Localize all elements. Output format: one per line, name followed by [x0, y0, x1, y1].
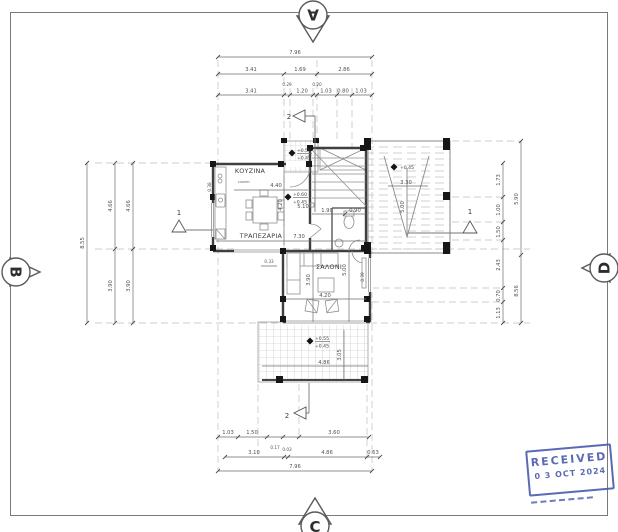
dim: 1.03	[355, 88, 367, 95]
dim: 1.00	[496, 204, 502, 216]
living-label: ΣΑΛΟΝΙ	[315, 263, 343, 271]
dim: 1.03	[320, 88, 332, 95]
dimensions-bottom	[216, 430, 382, 473]
marker-C-letter: C	[309, 518, 321, 532]
section-mark-2-bottom	[285, 383, 309, 420]
dim: 1.69	[294, 67, 306, 73]
dim: 0.70	[496, 290, 502, 302]
dim-left-total: 8.55	[80, 237, 86, 249]
dim-dining-width: 7.30	[293, 234, 305, 240]
section-1-label: 1	[176, 209, 182, 217]
dim: 0.03	[282, 447, 292, 452]
dim-note: 5.10	[297, 204, 309, 210]
staircase	[312, 150, 366, 206]
elevation-marker-B	[0, 244, 46, 300]
stamp-date: 0 3 OCT 2024	[534, 465, 607, 482]
received-stamp	[525, 443, 615, 496]
dimensions-top	[216, 50, 374, 97]
dim: 1.50	[496, 226, 502, 238]
dim-living-width: 4.20	[319, 293, 331, 299]
dim-kitchen-height: 4.20	[278, 199, 284, 211]
section-1-label: 1	[467, 208, 473, 216]
section-mark-1-left	[172, 209, 213, 232]
canopy	[320, 148, 366, 170]
kitchen-label: ΚΟΥΖΙΝΑ	[234, 167, 266, 175]
dim: 3.41	[245, 88, 257, 95]
dim-deck-width: 3.30	[400, 180, 412, 186]
dim: 3.10	[248, 450, 260, 456]
dim-veranda-height: 3.05	[337, 349, 343, 361]
dimensions-right	[496, 139, 523, 325]
dim-veranda-width: 4.86	[318, 360, 330, 366]
wc-fixtures	[335, 211, 354, 247]
marker-A-letter: A	[307, 5, 319, 24]
elevation-marker-D	[576, 240, 618, 296]
dim-living-height2: 5.00	[342, 264, 348, 276]
stamp-title: RECEIVED	[530, 449, 608, 470]
elevation-marker-A	[283, 0, 343, 44]
marker-B-letter: B	[6, 266, 25, 278]
dim: 8.56	[514, 285, 520, 297]
deck-level: +0.45	[399, 166, 415, 171]
dim: 2.43	[496, 259, 502, 271]
marker-D-letter: D	[595, 261, 614, 275]
section-2-label: 2	[284, 412, 290, 420]
dim-living-height: 3.90	[306, 274, 312, 286]
dim-nook: 0.33	[264, 259, 274, 264]
kitchen-counter	[215, 167, 226, 239]
section-mark-1-right	[463, 208, 477, 233]
dim-kitchen-width: 4.40	[270, 183, 282, 189]
dim: 3.41	[245, 67, 257, 73]
porch-level-lower: +0.45	[296, 156, 312, 162]
dim-bottom-total: 7.96	[289, 464, 301, 470]
dim: 0.17	[270, 445, 280, 450]
dim: 2.86	[338, 67, 350, 73]
dim: 3.60	[328, 430, 340, 436]
dim: 0.80	[337, 88, 349, 95]
living-furniture	[287, 253, 366, 313]
dining-label: ΤΡΑΠΕΖΑΡΙΑ	[239, 232, 283, 240]
dim: 3.90	[108, 280, 114, 292]
dim: 1.20	[296, 88, 308, 95]
dim: 4.86	[321, 450, 333, 456]
rear-veranda	[258, 322, 368, 382]
dim: 1.13	[496, 307, 502, 319]
dim: 1.73	[496, 174, 502, 186]
dim: 4.66	[126, 200, 132, 212]
dim-deck-height: 5.00	[400, 201, 406, 213]
dim-wc: 0.90	[349, 208, 361, 214]
veranda-level-lower: +0.45	[314, 344, 330, 350]
porch-level-upper: +0.55	[296, 149, 312, 154]
dim: 1.50	[246, 430, 258, 436]
dim: 0.20	[312, 82, 322, 87]
section-2-label: 2	[286, 113, 292, 121]
dim-wall: 0.38	[207, 182, 212, 192]
elevation-marker-C	[285, 496, 345, 532]
dim-hall: 1.90	[321, 208, 333, 214]
dim-top-total: 7.96	[289, 50, 301, 56]
dim: 0.29	[282, 82, 292, 87]
hall-level-upper: +0.60	[292, 193, 308, 198]
dim: 1.03	[222, 430, 234, 436]
dimensions-left	[80, 161, 135, 325]
kitchen-note: cooker	[237, 180, 251, 184]
veranda-level-upper: +0.55	[314, 337, 330, 342]
dim: 0.63	[367, 450, 379, 456]
dim: 5.90	[514, 193, 520, 205]
hall-level-lower: +0.45	[292, 200, 308, 206]
dim: 3.90	[126, 280, 132, 292]
dim-tv: 0.39	[360, 272, 365, 282]
dim: 4.66	[108, 200, 114, 212]
